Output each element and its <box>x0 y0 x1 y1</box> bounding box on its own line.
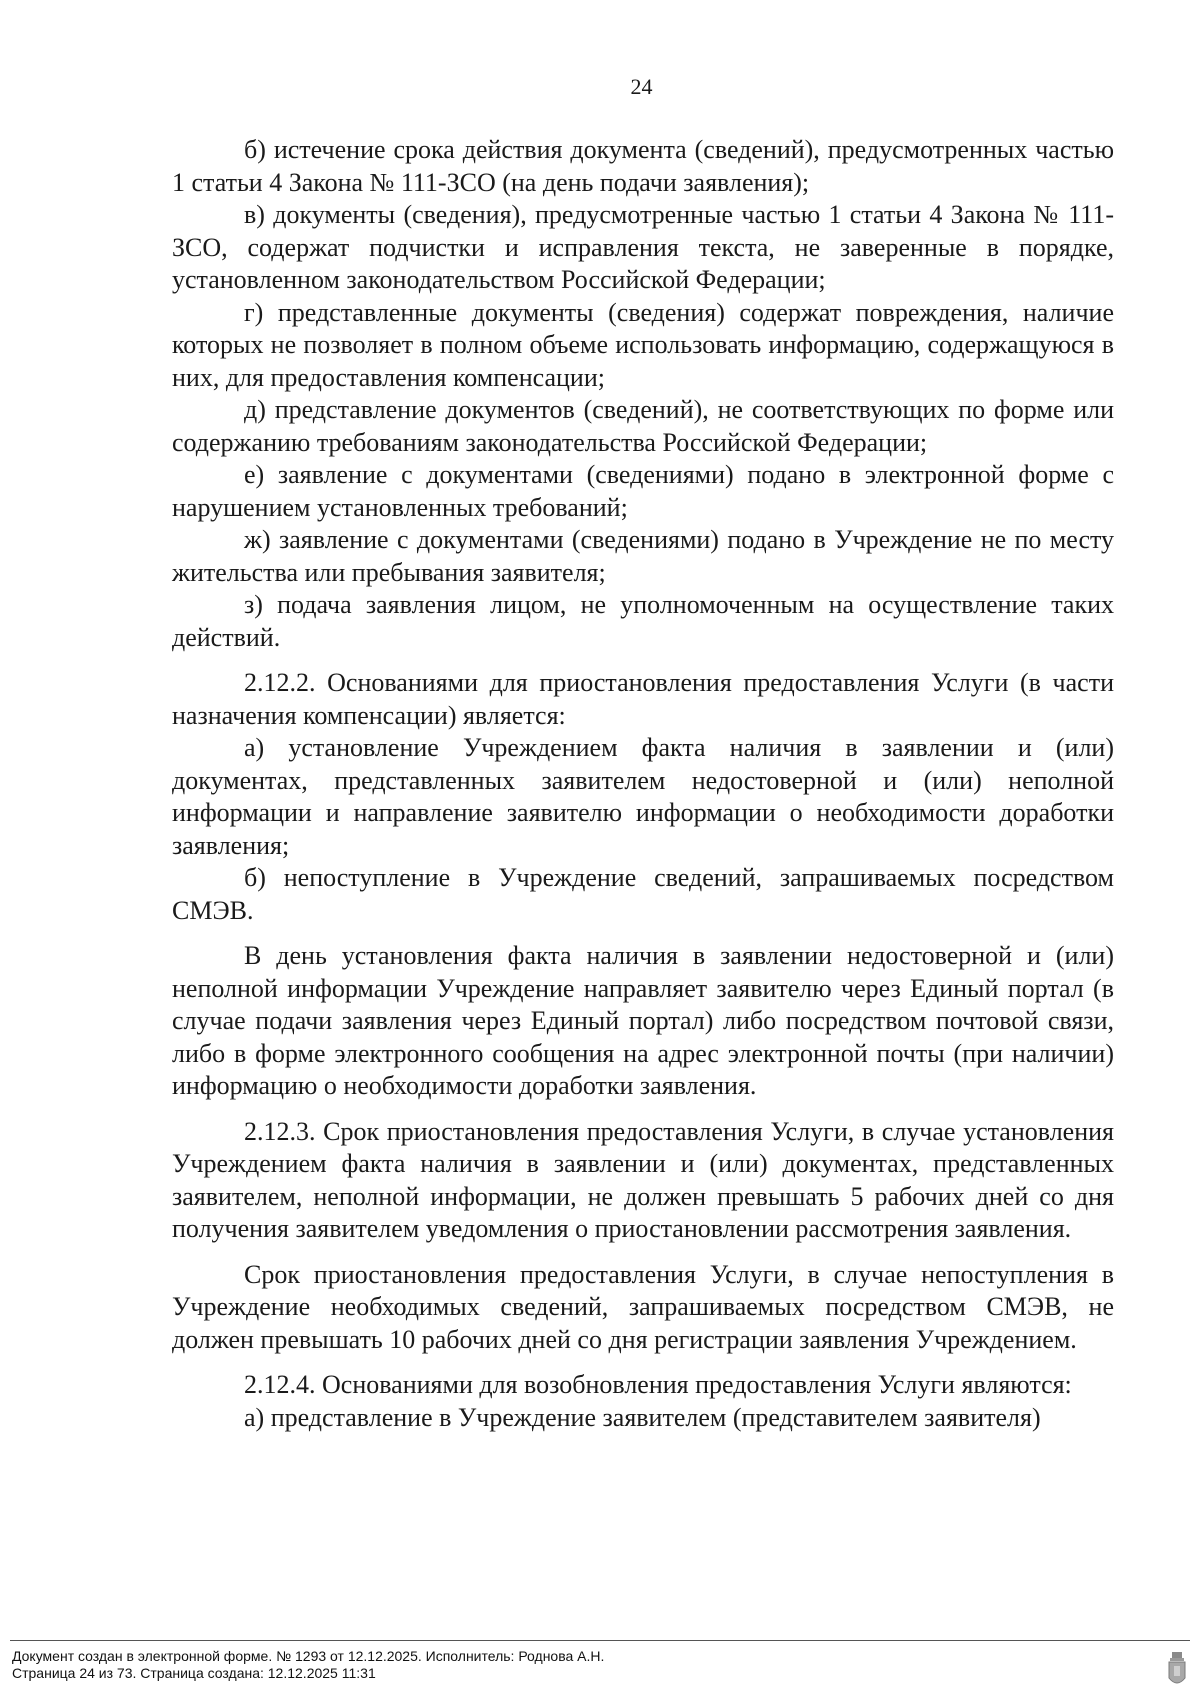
paragraph: з) подача заявления лицом, не уполномоченным на осуществление таких действий. <box>172 590 1114 652</box>
paragraph: 2.12.2. Основаниями для приостановления предоставления Услуги (в части назначения компенсации) является: <box>172 668 1114 730</box>
paragraph: г) представленные документы (сведения) содержат повреждения, наличие которых не позволяет в полном объеме использовать информацию, содержащуюся в них, для предоставления компенсации; <box>172 297 1114 392</box>
paragraph: а) представление в Учреждение заявителем (представителем заявителя) <box>244 1402 1041 1432</box>
paragraph: ж) заявление с документами (сведениями) подано в Учреждение не по месту жительства или пребывания заявителя; <box>172 525 1114 587</box>
footer-line-page-info: Страница 24 из 73. Страница создана: 12.12.2025 11:31 <box>12 1665 376 1681</box>
paragraph: В день установления факта наличия в заявлении недостоверной и (или) неполной информации Учреждение направляет заявителю через Единый портал (в случае подачи заявления через Единый портал) либо посредством почтовой связи, либо в форме электронного сообщения на адрес электронной почты (при наличии) информацию о необходимости доработки заявления. <box>172 941 1114 1100</box>
coat-of-arms-icon <box>1166 1650 1188 1690</box>
paragraph: д) представление документов (сведений), не соответствующих по форме или содержанию требованиям законодательства Российской Федерации; <box>172 395 1114 457</box>
paragraph: 2.12.4. Основаниями для возобновления предоставления Услуги являются: <box>244 1370 1072 1399</box>
footer-divider <box>10 1640 1190 1641</box>
document-footer <box>12 1648 1112 1682</box>
paragraph: Срок приостановления предоставления Услуги, в случае непоступления в Учреждение необходимых сведений, запрашиваемых посредством СМЭВ, не должен превышать 10 рабочих дней со дня регистрации заявления Учреждением. <box>172 1259 1114 1354</box>
paragraph: б) непоступление в Учреждение сведений, запрашиваемых посредством СМЭВ. <box>172 863 1114 925</box>
paragraph: а) установление Учреждением факта наличия в заявлении и (или) документах, представленных заявителем недостоверной и (или) неполной информации и направление заявителю информации о необходимости доработки заявления; <box>172 733 1114 860</box>
paragraph: в) документы (сведения), предусмотренные частью 1 статьи 4 Закона № 111-ЗСО, содержат подчистки и исправления текста, не заверенные в порядке, установленном законодательством Российской Федерации; <box>172 200 1114 294</box>
paragraph: 2.12.3. Срок приостановления предоставления Услуги, в случае установления Учреждением факта наличия в заявлении и (или) документах, представленных заявителем, неполной информации, не должен превышать 5 рабочих дней со дня получения заявителем уведомления о приостановлении рассмотрения заявления. <box>172 1116 1114 1243</box>
paragraph: е) заявление с документами (сведениями) подано в электронной форме с нарушением установленных требований; <box>172 460 1114 522</box>
footer-line-document-info: Документ создан в электронной форме. № 1293 от 12.12.2025. Исполнитель: Роднова А.Н. <box>12 1648 605 1664</box>
document-body <box>172 134 1114 1434</box>
paragraph: б) истечение срока действия документа (сведений), предусмотренных частью 1 статьи 4 Закона № 111-ЗСО (на день подачи заявления); <box>172 135 1114 197</box>
page-number: 24 <box>630 74 653 99</box>
